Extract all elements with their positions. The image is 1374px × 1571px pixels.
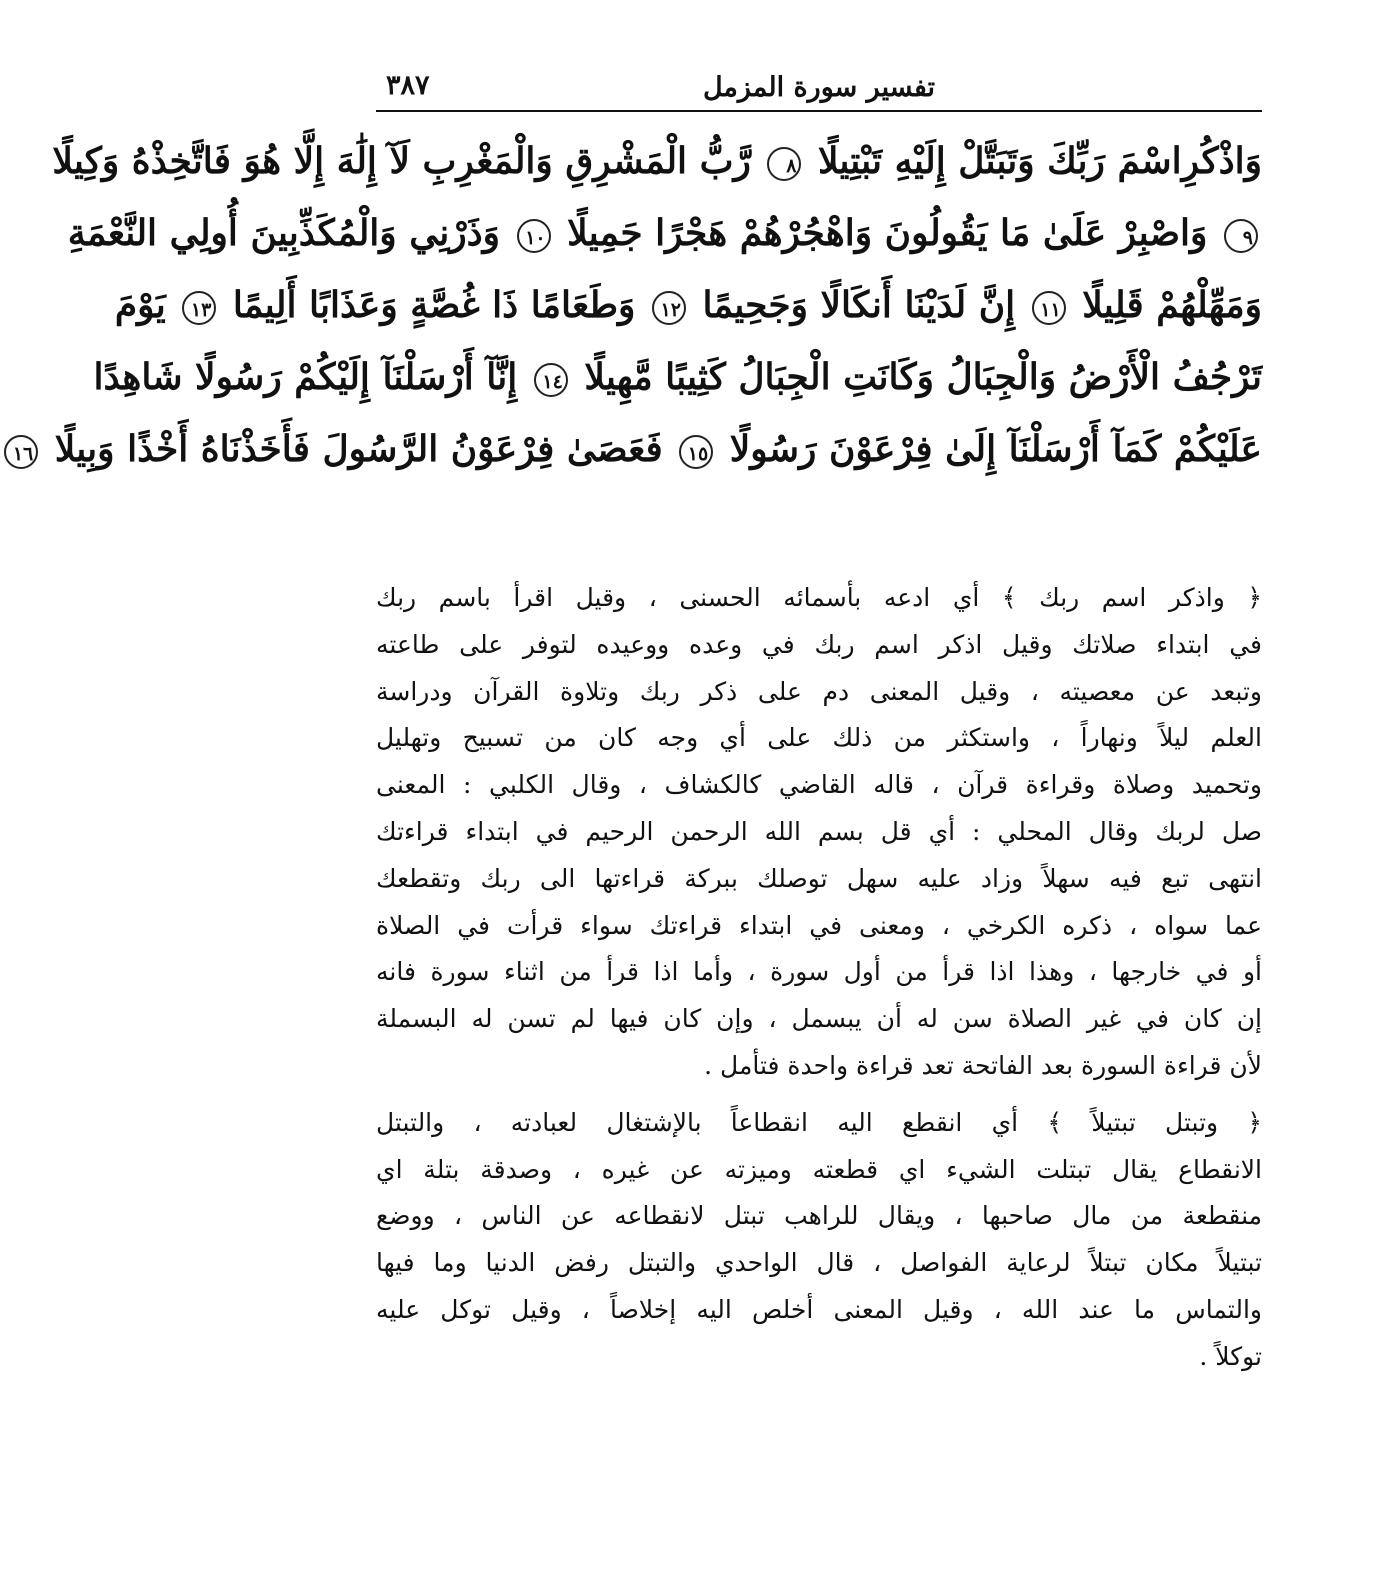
verse-text: وَمَهِّلْهُمْ قَلِيلًا xyxy=(1082,284,1262,326)
commentary-line: الانقطاع يقال تبتلت الشيء اي قطعته وميزته عن غيره ، وصدقة بتلة اي xyxy=(376,1154,1262,1184)
ayah-number-marker: ١٢ xyxy=(652,291,686,325)
verse-text: يَوْمَ xyxy=(114,284,166,326)
commentary-line: والتماس ما عند الله ، وقيل المعنى أخلص اليه إخلاصاً ، وقيل توكل عليه xyxy=(376,1294,1262,1324)
page-number: ٣٨٧ xyxy=(386,70,430,101)
commentary-line: انتهى تبع فيه سهلاً وزاد عليه سهل توصلك ببركة قراءتها الى ربك وتقطعك xyxy=(376,863,1262,893)
verse-text: تَرْجُفُ الْأَرْضُ وَالْجِبَالُ وَكَانَتِ الْجِبَالُ كَثِيبًا مَّهِيلًا xyxy=(584,356,1262,398)
book-page xyxy=(12,0,1374,1571)
ayah-number-marker: ١٦ xyxy=(4,435,38,469)
verse-text: عَلَيْكُمْ كَمَآ أَرْسَلْنَآ إِلَىٰ فِرْعَوْنَ رَسُولًا xyxy=(729,428,1262,470)
commentary-line: تبتيلاً مكان تبتلاً لرعاية الفواصل ، قال الواحدي والتبتل رفض الدنيا وما فيها xyxy=(376,1248,1262,1278)
commentary-line: في ابتداء صلاتك وقيل اذكر اسم ربك في وعده ووعيده لتوفر على طاعته xyxy=(376,629,1262,659)
verse-text: وَذَرْنِي وَالْمُكَذِّبِينَ أُولِي النَّعْمَةِ xyxy=(67,212,501,254)
commentary-line: لأن قراءة السورة بعد الفاتحة تعد قراءة واحدة فتأمل . xyxy=(704,1050,1262,1080)
commentary-line: ﴿ واذكر اسم ربك ﴾ أي ادعه بأسمائه الحسنى ، وقيل اقرأ باسم ربك xyxy=(376,583,1262,612)
commentary-line: وتحميد وصلاة وقراءة قرآن ، قاله القاضي كالكشاف ، وقال الكلبي : المعنى xyxy=(376,770,1262,800)
quran-line xyxy=(12,413,1262,485)
verse-text: وَاذْكُرِاسْمَ رَبِّكَ وَتَبَتَّلْ إِلَيْهِ تَبْتِيلًا xyxy=(817,140,1262,182)
commentary-line: العلم ليلاً ونهاراً ، واستكثر من ذلك على أي وجه كان من تسبيح وتهليل xyxy=(376,723,1262,753)
commentary-line: إن كان في غير الصلاة سن له أن يبسمل ، وإن كان فيها لم تسن له البسملة xyxy=(376,1004,1262,1034)
ayah-number-marker: ١٤ xyxy=(534,363,568,397)
verse-text: وَطَعَامًا ذَا غُصَّةٍ وَعَذَابًا أَلِيمًا xyxy=(232,284,636,326)
ayah-number-marker: ٨ xyxy=(767,147,801,181)
surah-title: تفسير سورة المزمل xyxy=(702,72,935,103)
commentary-paragraph xyxy=(376,1100,1262,1381)
commentary-line: صل لربك وقال المحلي : أي قل بسم الله الرحمن الرحيم في ابتداء قراءتك xyxy=(376,816,1262,846)
running-header xyxy=(376,62,1262,112)
ayah-number-marker: ١٣ xyxy=(182,291,216,325)
commentary-block xyxy=(376,575,1262,1391)
ayah-number-marker: ١١ xyxy=(1032,291,1066,325)
verse-text: إِنَّآ أَرْسَلْنَآ إِلَيْكُمْ رَسُولًا شَاهِدًا xyxy=(93,356,518,398)
verse-text: وَاصْبِرْ عَلَىٰ مَا يَقُولُونَ وَاهْجُرْهُمْ هَجْرًا جَمِيلًا xyxy=(567,212,1208,254)
commentary-line: منقطعة من مال صاحبها ، ويقال للراهب تبتل لانقطاعه عن الناس ، ووضع xyxy=(376,1201,1262,1231)
verse-text: فَعَصَىٰ فِرْعَوْنُ الرَّسُولَ فَأَخَذْنَاهُ أَخْذًا وَبِيلًا xyxy=(54,428,663,470)
commentary-paragraph xyxy=(376,575,1262,1090)
quran-line xyxy=(67,197,1262,269)
commentary-line: عما سواه ، ذكره الكرخي ، ومعنى في ابتداء قراءتك سواء قرأت في الصلاة xyxy=(376,910,1262,940)
ayah-number-marker: ٩ xyxy=(1224,219,1258,253)
commentary-line: توكلاً . xyxy=(1199,1341,1262,1371)
ayah-number-marker: ١٥ xyxy=(679,435,713,469)
quran-line xyxy=(52,125,1262,197)
quran-line xyxy=(93,341,1262,413)
commentary-line: ﴿ وتبتل تبتيلاً ﴾ أي انقطع اليه انقطاعاً بالإشتغال لعبادته ، والتبتل xyxy=(376,1107,1262,1137)
ayah-number-marker: ١٠ xyxy=(517,219,551,253)
quran-verses-block xyxy=(12,125,1262,485)
verse-text: إِنَّ لَدَيْنَا أَنكَالًا وَجَحِيمًا xyxy=(702,284,1016,326)
verse-text: رَّبُّ الْمَشْرِقِ وَالْمَغْرِبِ لَآ إِلَٰهَ إِلَّا هُوَ فَاتَّخِذْهُ وَكِيلًا xyxy=(52,140,751,182)
quran-line xyxy=(114,269,1262,341)
commentary-line: أو في خارجها ، وهذا اذا قرأ من أول سورة ، وأما اذا قرأ من اثناء سورة فانه xyxy=(376,957,1262,987)
commentary-line: وتبعد عن معصيته ، وقيل المعنى دم على ذكر ربك وتلاوة القرآن ودراسة xyxy=(376,676,1262,706)
